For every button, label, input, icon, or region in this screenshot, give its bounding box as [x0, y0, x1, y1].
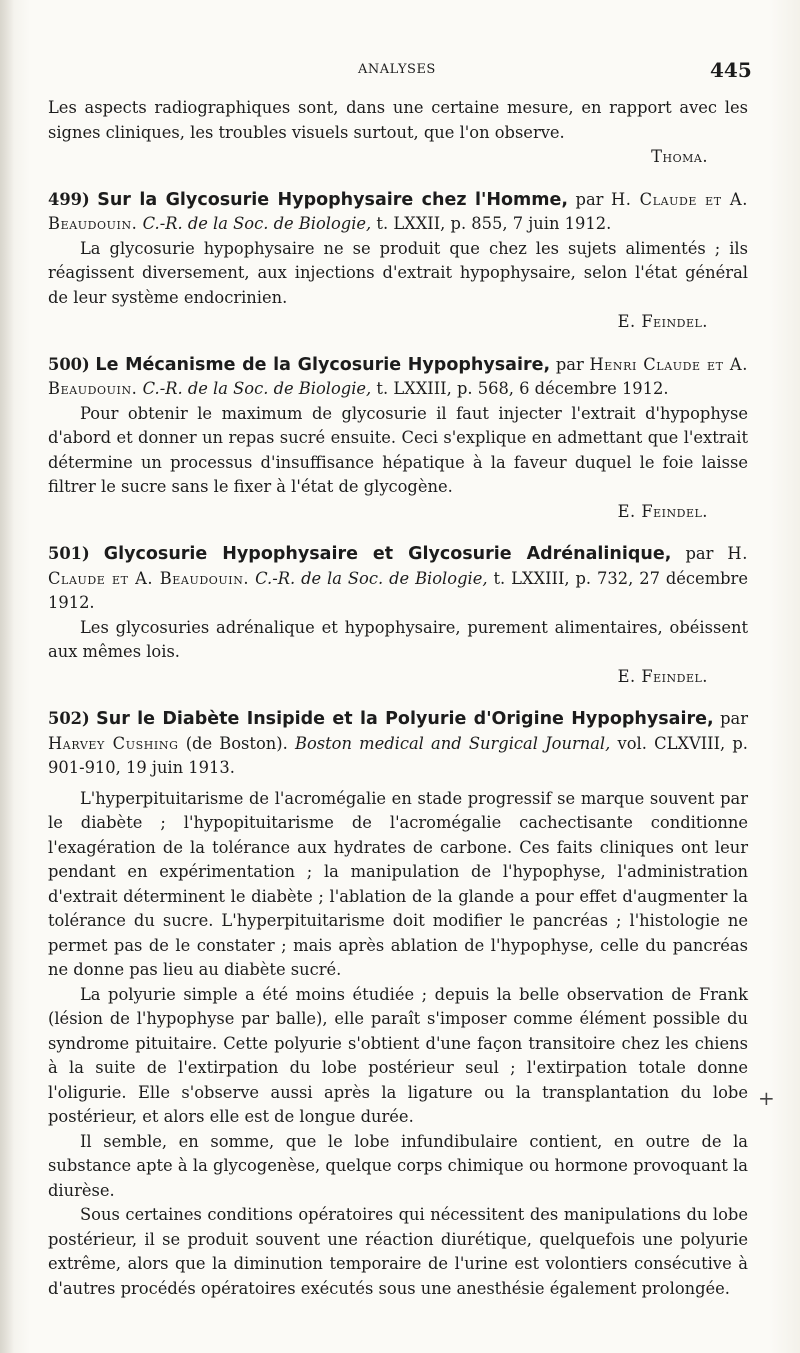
entry-body: Les glycosuries adrénalique et hypophysaire, purement alimentaires, obéissent aux mêmes lois.: [48, 617, 748, 661]
entry-499: [48, 188, 748, 335]
entry-authors: Harvey Cushing: [48, 733, 179, 753]
entry-source: C.-R. de la Soc. de Biologie,: [142, 214, 372, 233]
entry-by: par: [575, 189, 604, 209]
running-head: ANALYSES: [358, 62, 436, 77]
entry-heading: [48, 188, 748, 237]
entry-heading: [48, 542, 748, 616]
entry-source: C.-R. de la Soc. de Biologie,: [255, 568, 488, 588]
margin-cross-mark: +: [758, 1086, 775, 1110]
entry-ref: t. LXXII, p. 855, 7 juin 1912.: [376, 214, 612, 233]
entry-signature: E. Feindel.: [617, 501, 708, 521]
entry-number: 502): [48, 709, 90, 728]
entry-by: par: [555, 354, 584, 374]
page-content: [48, 96, 748, 1301]
entry-by: par: [720, 709, 748, 728]
entry-source: C.-R. de la Soc. de Biologie,: [142, 379, 372, 398]
entry-heading: [48, 353, 748, 402]
entry-signature: E. Feindel.: [617, 312, 708, 331]
entry-author-place: (de Boston).: [185, 733, 288, 753]
entry-authors: H. Claude et A. Beaudouin.: [48, 189, 748, 233]
entry-body-paragraph: Il semble, en somme, que le lobe infundibulaire contient, en outre de la substance apte à la glycogenèse, quelque corps chimique ou hormone provoquant la diurèse.: [48, 1131, 748, 1200]
entry-title: Glycosurie Hypophysaire et Glycosurie Adrénalinique,: [103, 544, 672, 564]
entry-title: Le Mécanisme de la Glycosurie Hypophysaire,: [95, 354, 551, 375]
entry-heading: [48, 707, 748, 781]
entry-ref: t. LXXIII, p. 732, 27 décembre 1912.: [48, 568, 748, 612]
entry-authors: Henri Claude et A. Beaudouin.: [48, 354, 748, 398]
entry-body: Pour obtenir le maximum de glycosurie il faut injecter l'extrait d'hypophyse d'abord et donner un repas sucré ensuite. Ceci s'explique en admettant que l'extrait détermine un processus d'insuffisance hépatique à la faveur duquel le foie laisse filtrer le sucre sans le fixer à l'état de glycogène.: [48, 403, 748, 496]
entry-502: [48, 707, 748, 1301]
entry-number: 500): [48, 354, 90, 374]
entry-body-paragraph: Sous certaines conditions opératoires qui nécessitent des manipulations du lobe postérieur, il se produit souvent une réaction diurétique, quelquefois une polyurie extrême, alors que la diminution temporaire de l'urine est volontiers consécutive à d'autres procédés opératoires exécutés sous une anesthésie également prolongée.: [48, 1205, 748, 1298]
page-number: 445: [710, 58, 752, 82]
entry-ref: t. LXXIII, p. 568, 6 décembre 1912.: [376, 379, 669, 398]
entry-body-paragraph: La polyurie simple a été moins étudiée ; depuis la belle observation de Frank (lésion de l'hypophyse par balle), elle paraît s'imposer comme élément possible du syndrome pituitaire. Cette polyurie s'obtient d'une façon transitoire chez les chiens à la suite de l'extirpation du lobe postérieur seul ; l'extirpation totale donne l'oligurie. Elle s'observe aussi après la ligature ou la transplantation du lobe postérieur, et alors elle est de longue durée.: [48, 984, 748, 1126]
page-spine-shadow: [0, 0, 14, 1353]
entry-body-paragraph: L'hyperpituitarisme de l'acromégalie en stade progressif se marque souvent par le diabète ; l'hypopituitarisme de l'acromégalie cachectisante conditionne l'exagération de la tolérance aux hydrates de carbone. Ces faits cliniques ont leur pendant en expérimentation ; la manipulation de l'hypophyse, l'administration d'extrait déterminent le diabète ; l'ablation de la glande a pour effet d'augmenter la tolérance du sucre. L'hyperpituitarisme doit modifier le pancréas ; l'histologie ne permet pas de le constater ; mais après ablation de l'hypophyse, celle du pancréas ne donne pas lieu au diabète sucré.: [48, 788, 748, 979]
intro-paragraph: Les aspects radiographiques sont, dans une certaine mesure, en rapport avec les signes cliniques, les troubles visuels surtout, que l'on observe.: [48, 98, 748, 142]
entry-number: 499): [48, 189, 90, 209]
entry-signature: E. Feindel.: [617, 666, 708, 686]
intro-signature: Thoma.: [651, 147, 708, 166]
entry-title: Sur la Glycosurie Hypophysaire chez l'Homme,: [97, 189, 568, 210]
entry-authors: H. Claude et A. Beaudouin.: [48, 544, 748, 588]
page-header: [0, 58, 800, 88]
entry-501: [48, 542, 748, 689]
entry-ref: vol. CLXVIII, p. 901-910, 19 juin 1913.: [48, 733, 748, 777]
entry-source: Boston medical and Surgical Journal,: [294, 733, 611, 753]
entry-500: [48, 353, 748, 525]
entry-number: 501): [48, 544, 90, 563]
entry-by: par: [685, 544, 714, 563]
entry-body: La glycosurie hypophysaire ne se produit que chez les sujets alimentés ; ils réagissent diversement, aux injections d'extrait hypophysaire, selon l'état général de leur système endocrinien.: [48, 238, 748, 307]
entry-title: Sur le Diabète Insipide et la Polyurie d'Origine Hypophysaire,: [96, 709, 714, 729]
